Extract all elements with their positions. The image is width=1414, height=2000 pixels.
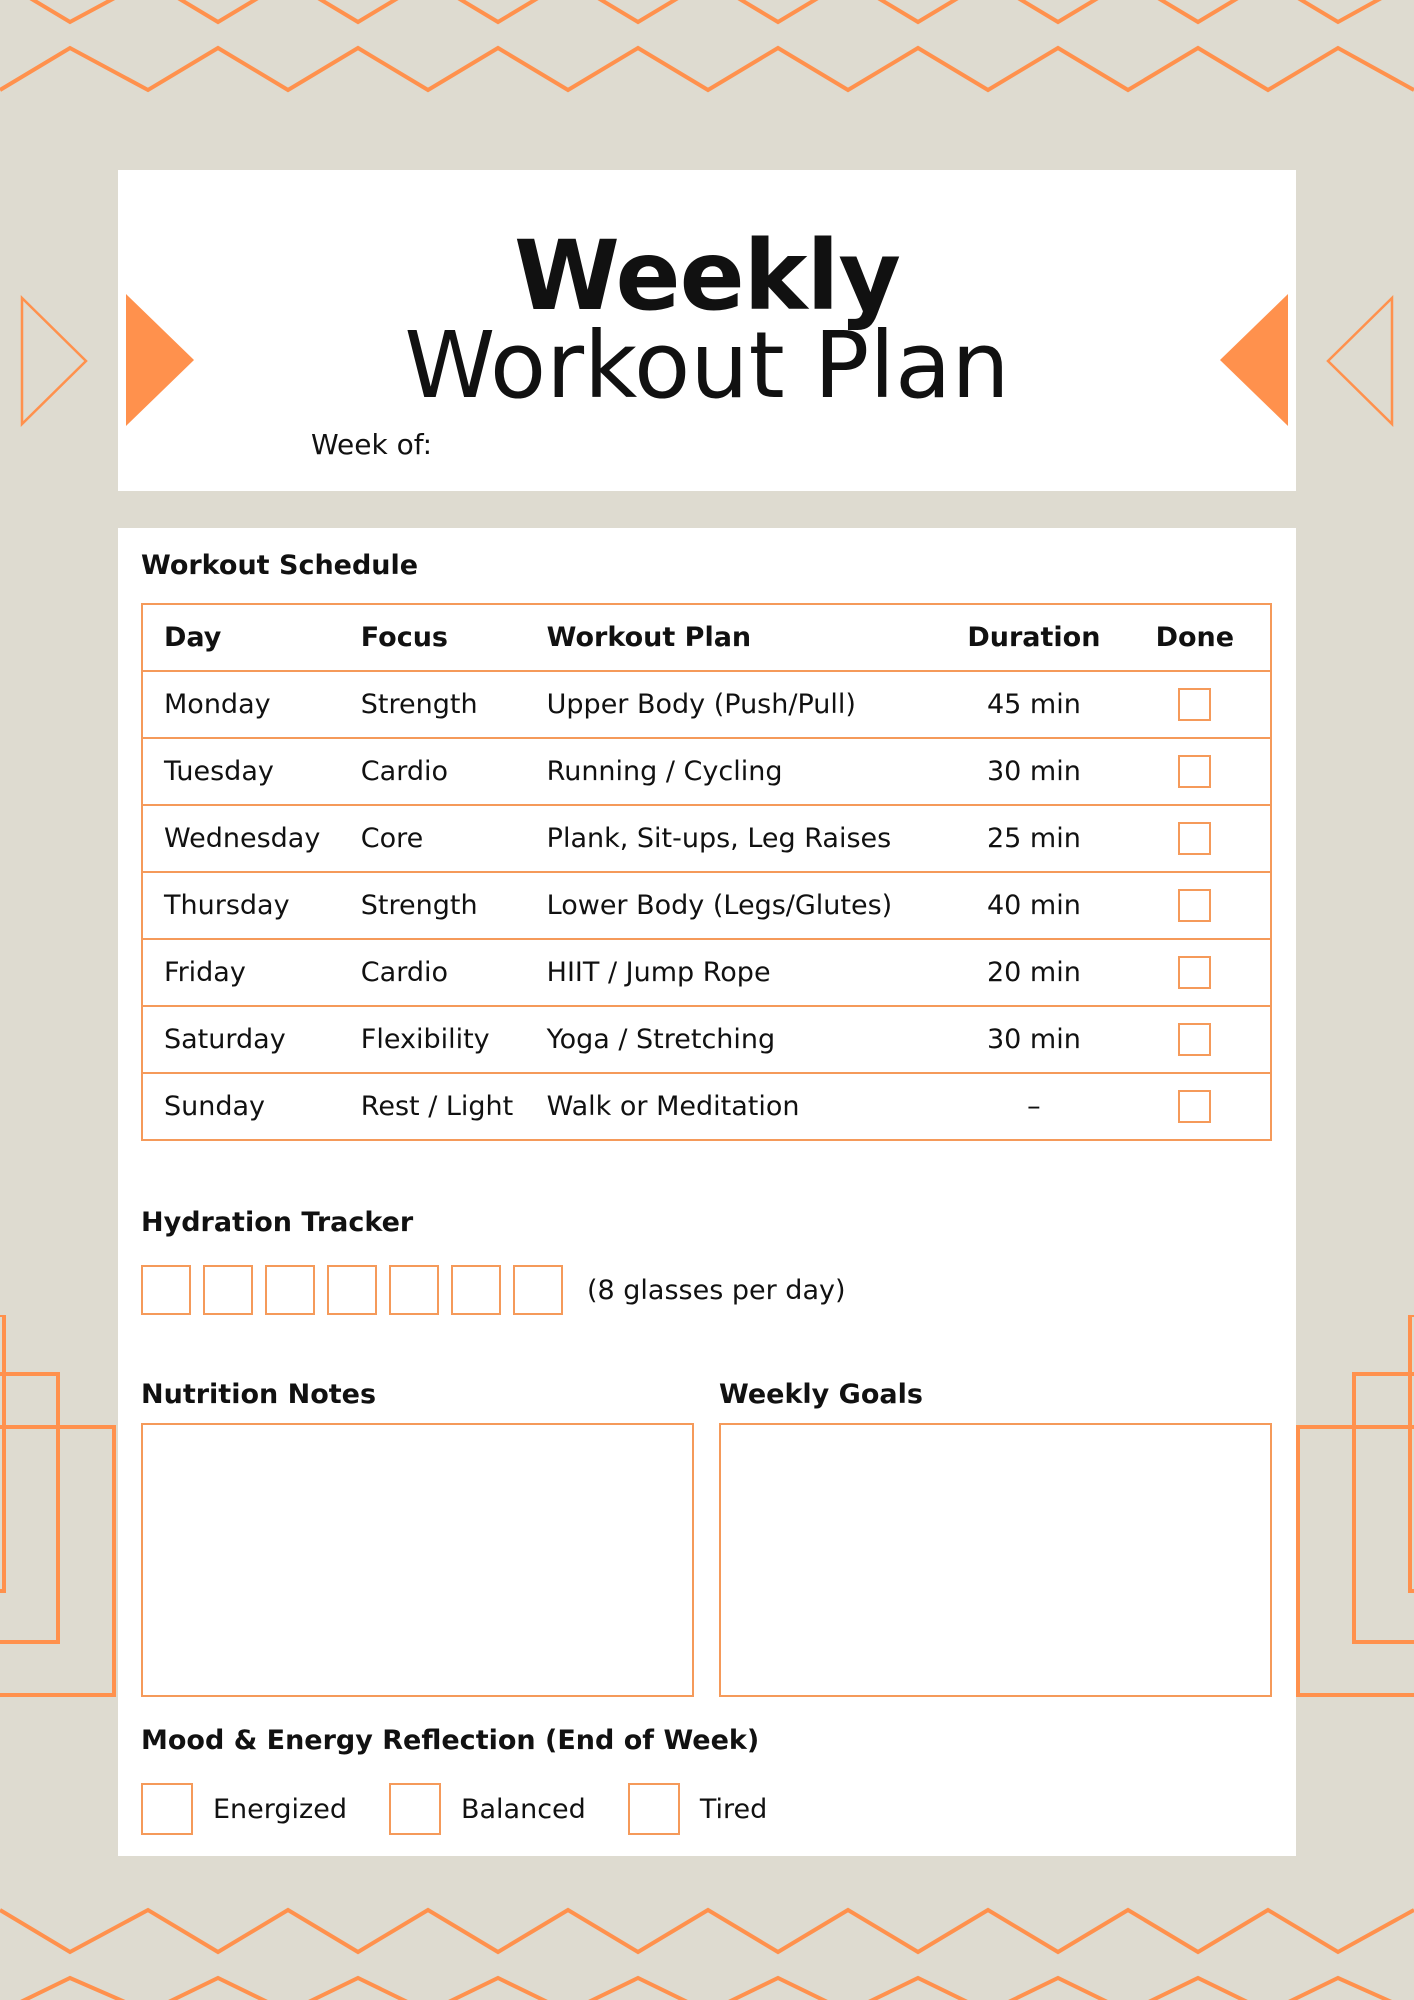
cell-day: Friday bbox=[142, 939, 340, 1006]
cell-done bbox=[1120, 805, 1271, 872]
hydration-heading: Hydration Tracker bbox=[141, 1207, 414, 1238]
cell-plan: Plank, Sit-ups, Leg Raises bbox=[526, 805, 948, 872]
mood-label-balanced: Balanced bbox=[460, 1793, 586, 1825]
table-row bbox=[142, 805, 1271, 872]
hydration-checkbox[interactable] bbox=[203, 1265, 253, 1315]
table-row bbox=[142, 671, 1271, 738]
done-checkbox[interactable] bbox=[1178, 822, 1211, 855]
table-row bbox=[142, 939, 1271, 1006]
cell-plan: Upper Body (Push/Pull) bbox=[526, 671, 948, 738]
hydration-checkbox[interactable] bbox=[451, 1265, 501, 1315]
mood-label-energized: Energized bbox=[213, 1793, 347, 1825]
cell-day: Wednesday bbox=[142, 805, 340, 872]
table-row bbox=[142, 872, 1271, 939]
mood-checkbox-balanced[interactable] bbox=[389, 1783, 441, 1835]
cell-focus: Rest / Light bbox=[340, 1073, 526, 1140]
cell-done bbox=[1120, 872, 1271, 939]
main-card bbox=[118, 528, 1296, 1856]
cell-duration: 30 min bbox=[948, 1006, 1120, 1073]
done-checkbox[interactable] bbox=[1178, 755, 1211, 788]
cell-plan: Yoga / Stretching bbox=[526, 1006, 948, 1073]
right-outline-triangle-decoration bbox=[1324, 294, 1396, 428]
hydration-checkbox[interactable] bbox=[265, 1265, 315, 1315]
cell-day: Monday bbox=[142, 671, 340, 738]
hydration-checkbox[interactable] bbox=[513, 1265, 563, 1315]
nutrition-notes-box[interactable] bbox=[141, 1423, 694, 1697]
col-header-plan: Workout Plan bbox=[526, 604, 948, 671]
cell-focus: Strength bbox=[340, 671, 526, 738]
cell-day: Tuesday bbox=[142, 738, 340, 805]
cell-plan: HIIT / Jump Rope bbox=[526, 939, 948, 1006]
cell-day: Sunday bbox=[142, 1073, 340, 1140]
cell-duration: 25 min bbox=[948, 805, 1120, 872]
hydration-note: (8 glasses per day) bbox=[587, 1274, 846, 1306]
cell-day: Thursday bbox=[142, 872, 340, 939]
workout-schedule-table bbox=[141, 603, 1272, 1141]
weekly-goals-box[interactable] bbox=[719, 1423, 1272, 1697]
mood-options bbox=[141, 1783, 809, 1835]
done-checkbox[interactable] bbox=[1178, 1023, 1211, 1056]
cell-plan: Running / Cycling bbox=[526, 738, 948, 805]
col-header-focus: Focus bbox=[340, 604, 526, 671]
zigzag-bottom-decoration bbox=[0, 1900, 1414, 2000]
table-row bbox=[142, 1006, 1271, 1073]
done-checkbox[interactable] bbox=[1178, 688, 1211, 721]
mood-checkbox-energized[interactable] bbox=[141, 1783, 193, 1835]
cell-plan: Lower Body (Legs/Glutes) bbox=[526, 872, 948, 939]
page-title-light: Workout Plan bbox=[404, 312, 1010, 419]
hydration-checkbox[interactable] bbox=[141, 1265, 191, 1315]
hydration-checkbox[interactable] bbox=[327, 1265, 377, 1315]
done-checkbox[interactable] bbox=[1178, 956, 1211, 989]
mood-heading: Mood & Energy Reflection (End of Week) bbox=[141, 1725, 760, 1756]
cell-duration: – bbox=[948, 1073, 1120, 1140]
mood-checkbox-tired[interactable] bbox=[628, 1783, 680, 1835]
done-checkbox[interactable] bbox=[1178, 889, 1211, 922]
cell-done bbox=[1120, 1006, 1271, 1073]
table-row bbox=[142, 738, 1271, 805]
cell-focus: Core bbox=[340, 805, 526, 872]
table-row bbox=[142, 1073, 1271, 1140]
cell-done bbox=[1120, 738, 1271, 805]
cell-focus: Cardio bbox=[340, 738, 526, 805]
cell-duration: 45 min bbox=[948, 671, 1120, 738]
cell-day: Saturday bbox=[142, 1006, 340, 1073]
mood-label-tired: Tired bbox=[699, 1793, 768, 1825]
week-of-label: Week of: bbox=[311, 428, 433, 461]
hydration-checkbox[interactable] bbox=[389, 1265, 439, 1315]
header-card bbox=[118, 170, 1296, 491]
hydration-tracker bbox=[141, 1265, 846, 1315]
cell-done bbox=[1120, 939, 1271, 1006]
done-checkbox[interactable] bbox=[1178, 1090, 1211, 1123]
cell-done bbox=[1120, 1073, 1271, 1140]
right-rectangles-decoration bbox=[1296, 1315, 1414, 1700]
schedule-heading: Workout Schedule bbox=[141, 550, 419, 581]
table-header-row bbox=[142, 604, 1271, 671]
goals-heading: Weekly Goals bbox=[719, 1379, 923, 1410]
col-header-day: Day bbox=[142, 604, 340, 671]
cell-focus: Cardio bbox=[340, 939, 526, 1006]
page-title-bold: Weekly bbox=[513, 220, 900, 332]
cell-plan: Walk or Meditation bbox=[526, 1073, 948, 1140]
zigzag-top-decoration bbox=[0, 0, 1414, 100]
cell-focus: Strength bbox=[340, 872, 526, 939]
left-outline-triangle-decoration bbox=[18, 294, 90, 428]
nutrition-heading: Nutrition Notes bbox=[141, 1379, 377, 1410]
cell-duration: 30 min bbox=[948, 738, 1120, 805]
col-header-duration: Duration bbox=[948, 604, 1120, 671]
left-rectangles-decoration bbox=[0, 1315, 118, 1700]
cell-duration: 20 min bbox=[948, 939, 1120, 1006]
cell-focus: Flexibility bbox=[340, 1006, 526, 1073]
cell-duration: 40 min bbox=[948, 872, 1120, 939]
col-header-done: Done bbox=[1120, 604, 1271, 671]
cell-done bbox=[1120, 671, 1271, 738]
